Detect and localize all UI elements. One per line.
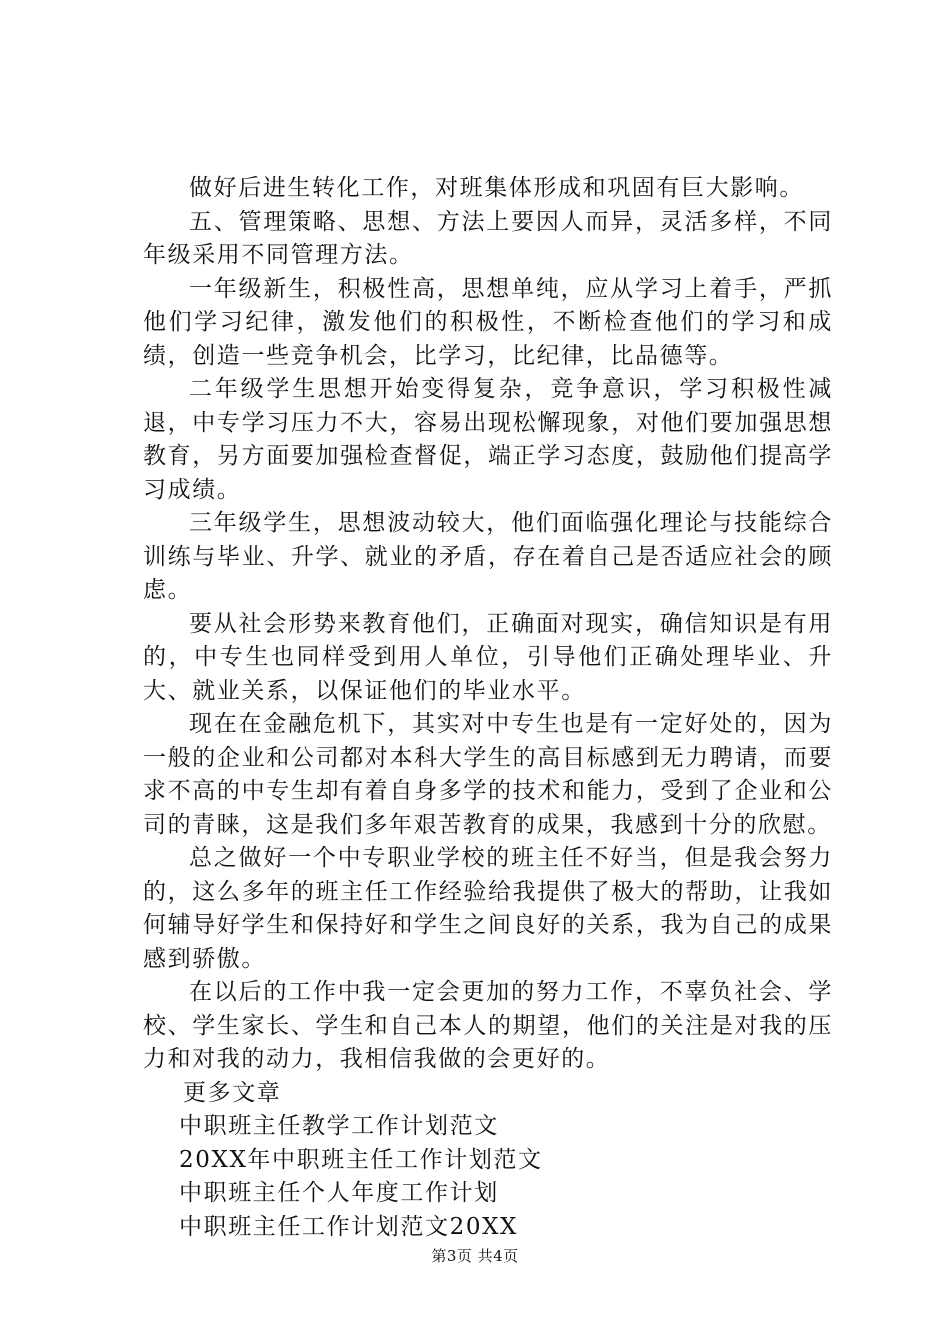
more-articles-label: 更多文章 [183, 1079, 282, 1106]
paragraph: 现在在金融危机下，其实对中专生也是有一定好处的，因为一般的企业和公司都对本科大学生的高目标感到无力聘请，而要求不高的中专生却有着自身多学的技术和能力，受到了企业和公司的青睐，这是我们多年艰苦教育的成果，我感到十分的欣慰。 [143, 711, 833, 838]
article-link[interactable]: 中职班主任教学工作计划范文 [179, 1113, 499, 1139]
paragraph: 一年级新生，积极性高，思想单纯，应从学习上着手，严抓他们学习纪律，激发他们的积极性，不断检查他们的学习和成绩，创造一些竞争机会，比学习，比纪律，比品德等。 [143, 275, 833, 369]
more-articles-list [143, 1110, 833, 1244]
paragraph: 三年级学生，思想波动较大，他们面临强化理论与技能综合训练与毕业、升学、就业的矛盾，存在着自己是否适应社会的顾虑。 [143, 510, 833, 603]
document-body [143, 172, 833, 1244]
article-link[interactable]: 20XX年中职班主任工作计划范文 [179, 1146, 543, 1173]
paragraph: 二年级学生思想开始变得复杂，竞争意识，学习积极性减退，中专学习压力不大，容易出现松懈现象，对他们要加强思想教育，另方面要加强检查督促，端正学习态度，鼓励他们提高学习成绩。 [143, 376, 833, 503]
paragraph: 做好后进生转化工作，对班集体形成和巩固有巨大影响。 [189, 175, 804, 201]
paragraph: 要从社会形势来教育他们，正确面对现实，确信知识是有用的，中专生也同样受到用人单位，引导他们正确处理毕业、升大、就业关系，以保证他们的毕业水平。 [143, 610, 833, 704]
article-link[interactable]: 中职班主任工作计划范文20XX [179, 1213, 519, 1240]
paragraph: 在以后的工作中我一定会更加的努力工作，不辜负社会、学校、学生家长、学生和自己本人的期望，他们的关注是对我的压力和对我的动力，我相信我做的会更好的。 [143, 979, 833, 1072]
article-link[interactable]: 中职班主任个人年度工作计划 [179, 1180, 499, 1206]
paragraph: 五、管理策略、思想、方法上要因人而异，灵活多样，不同年级采用不同管理方法。 [143, 208, 833, 268]
page-number-footer: 第3页 共4页 [431, 1247, 519, 1265]
paragraph: 总之做好一个中专职业学校的班主任不好当，但是我会努力的，这么多年的班主任工作经验给我提供了极大的帮助，让我如何辅导好学生和保持好和学生之间良好的关系，我为自己的成果感到骄傲。 [143, 845, 833, 972]
